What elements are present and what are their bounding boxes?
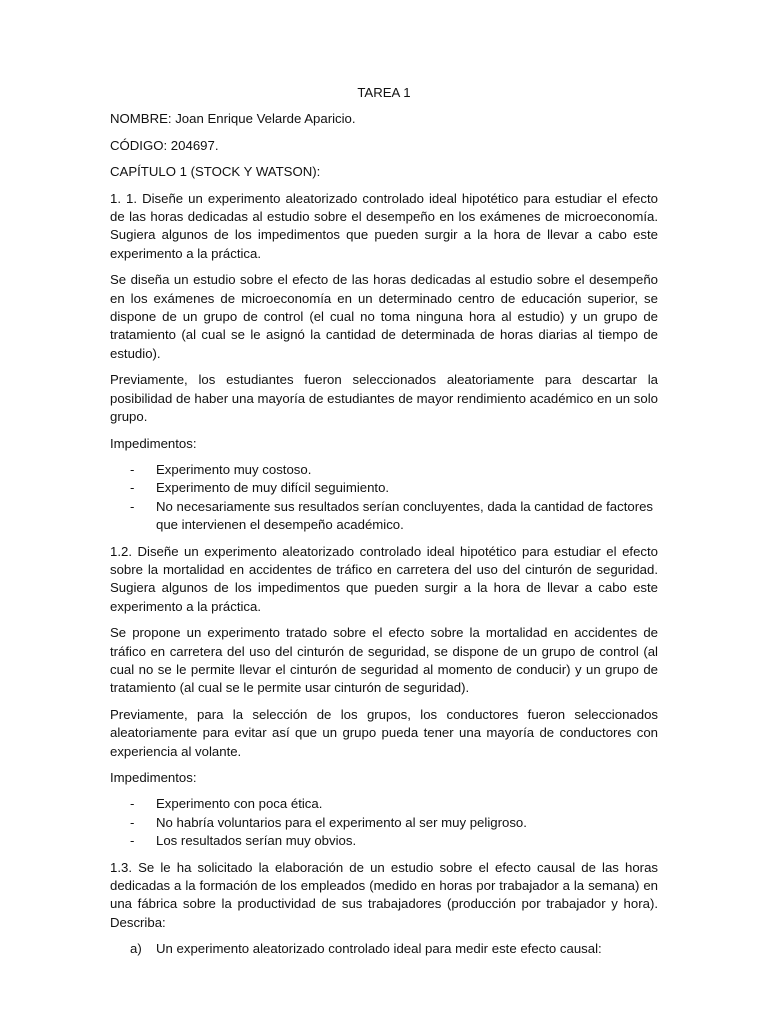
impediments-2-list	[110, 795, 658, 850]
impediment-text: Experimento de muy difícil seguimiento.	[156, 480, 390, 496]
dash-marker: -	[130, 461, 135, 477]
impediment-text: Experimento con poca ética.	[156, 796, 323, 812]
answer-1-1-paragraph-2: Previamente, los estudiantes fueron seleccionados aleatoriamente para descartar la posibilidad de haber una mayoría de estudiantes de mayor rendimiento académico en un solo grupo.	[110, 372, 658, 425]
dash-marker: -	[130, 833, 135, 849]
impediments-1-label: Impedimentos:	[110, 435, 197, 451]
answer-1-2-paragraph-1: Se propone un experimento tratado sobre el efecto sobre la mortalidad en accidentes de tráfico en carretera del uso del cinturón de seguridad, se dispone de un grupo de control (al cual no se le permite llevar el cinturón de seguridad al momento de conducir) y un grupo de tratamiento (al cual se le permite usar cinturón de seguridad).	[110, 625, 658, 696]
list-item	[110, 795, 658, 813]
impediment-text: No habría voluntarios para el experimento al ser muy peligroso.	[156, 814, 527, 830]
list-item	[110, 832, 658, 850]
dash-marker: -	[130, 814, 135, 830]
dash-marker: -	[130, 480, 135, 496]
sub-item-text: Un experimento aleatorizado controlado ideal para medir este efecto causal:	[156, 941, 602, 957]
impediment-text: No necesariamente sus resultados serían concluyentes, dada la cantidad de factores que intervienen el desempeño académico.	[156, 498, 654, 533]
list-item	[110, 814, 658, 832]
student-code: CÓDIGO: 204697.	[110, 137, 219, 153]
dash-marker: -	[130, 796, 135, 812]
document-title: TAREA 1	[357, 85, 411, 100]
list-item	[110, 479, 658, 497]
impediment-text: Los resultados serían muy obvios.	[156, 833, 357, 849]
list-item	[110, 498, 658, 535]
question-1-2: 1.2. Diseñe un experimento aleatorizado controlado ideal hipotético para estudiar el efecto sobre la mortalidad en accidentes de tráfico en carretera del uso del cinturón de seguridad. Sugiera algunos de los impedimentos que pueden surgir a la hora de llevar a cabo este experimento a la práctica.	[110, 543, 658, 614]
chapter-heading: CAPÍTULO 1 (STOCK Y WATSON):	[110, 164, 321, 180]
impediments-1-list	[110, 461, 658, 535]
answer-1-1-paragraph-1: Se diseña un estudio sobre el efecto de las horas dedicadas al estudio sobre el desempeño en los exámenes de microeconomía en un determinado centro de educación superior, se dispone de un grupo de control (el cual no toma ninguna hora al estudio) y un grupo de tratamiento (al cual se le asignó la cantidad de determinada de horas diarias al tiempo de estudio).	[110, 272, 658, 361]
dash-marker: -	[130, 498, 135, 514]
student-name: NOMBRE: Joan Enrique Velarde Aparicio.	[110, 111, 356, 127]
impediments-2-label: Impedimentos:	[110, 770, 197, 785]
question-1-3-a	[110, 940, 658, 958]
question-1-3: 1.3. Se le ha solicitado la elaboración de un estudio sobre el efecto causal de las horas dedicadas a la formación de los empleados (medido en horas por trabajador a la semana) en una fábrica sobre la productividad de sus trabajadores (producción por trabajador y hora). Describa:	[110, 859, 658, 930]
sub-item-marker: a)	[130, 941, 142, 957]
list-item	[110, 461, 658, 479]
question-1-1: 1. 1. Diseñe un experimento aleatorizado controlado ideal hipotético para estudiar el efecto de las horas dedicadas al estudio sobre el desempeño en los exámenes de microeconomía. Sugiera algunos de los impedimentos que pueden surgir a la hora de llevar a cabo este experimento a la práctica.	[110, 190, 658, 261]
answer-1-2-paragraph-2: Previamente, para la selección de los grupos, los conductores fueron seleccionados aleatoriamente para evitar así que un grupo pueda tener una mayoría de conductores con experiencia al volante.	[110, 706, 658, 759]
impediment-text: Experimento muy costoso.	[156, 461, 312, 477]
